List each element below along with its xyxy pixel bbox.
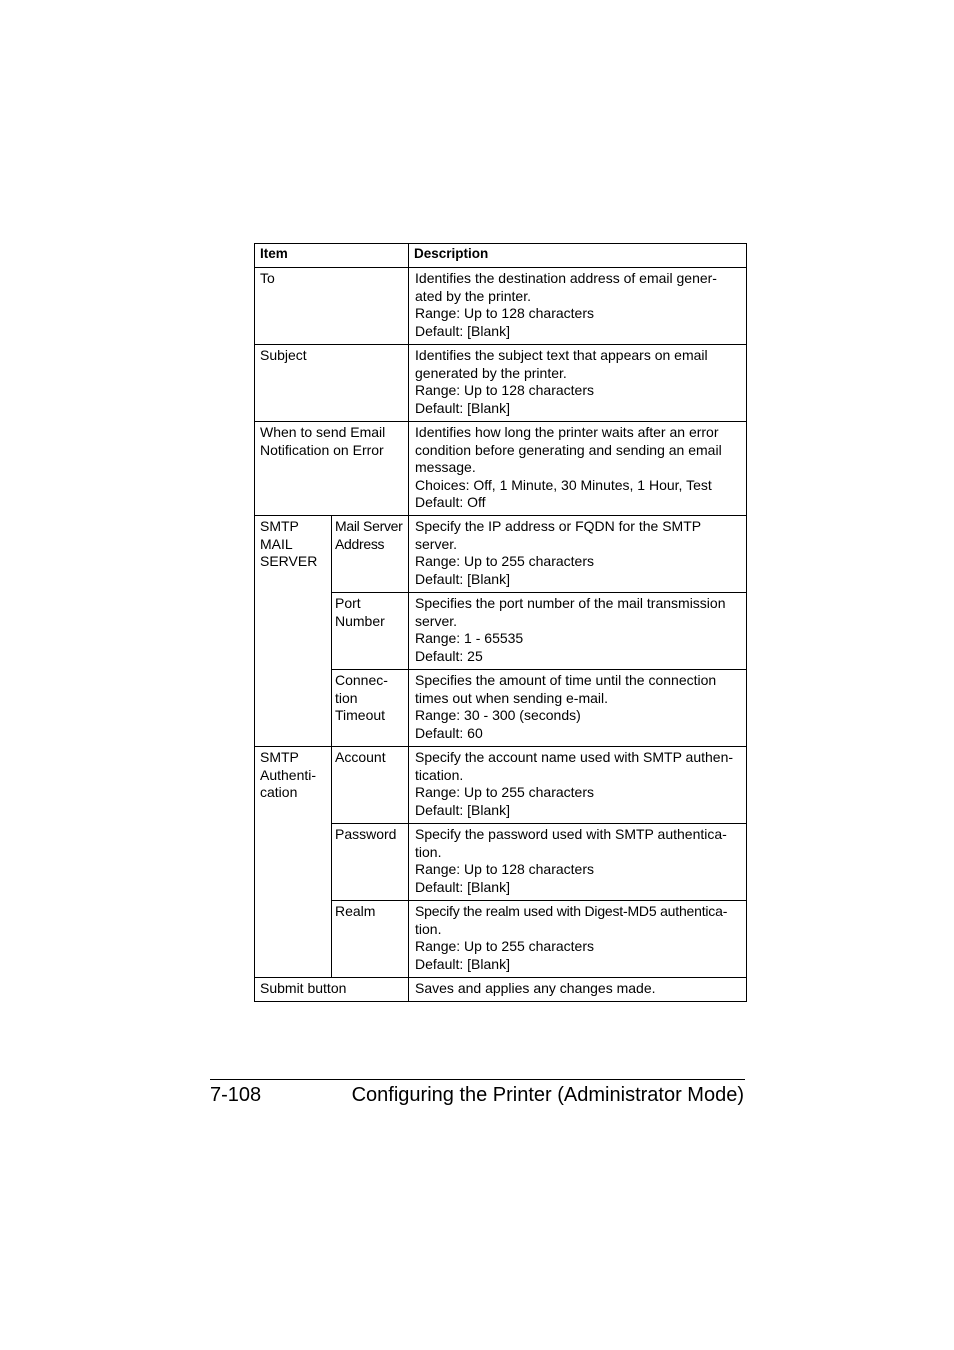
footer-rule: [210, 1079, 745, 1080]
settings-table: [254, 243, 747, 1002]
desc-line: Default: 60: [415, 724, 483, 741]
desc-line: Range: Up to 255 characters: [415, 553, 595, 570]
group-line: SERVER: [260, 553, 318, 570]
desc-line: tion.: [415, 843, 442, 860]
desc-line: times out when sending e-mail.: [415, 689, 609, 706]
desc-line: Default: [Blank]: [415, 955, 510, 972]
desc-line: Default: [Blank]: [415, 570, 510, 587]
desc-line: Specify the password used with SMTP authentica-: [415, 826, 727, 842]
item-account: Account: [332, 747, 409, 824]
desc-line: Range: Up to 128 characters: [415, 305, 595, 322]
desc-line: Specify the IP address or FQDN for the SMTP: [415, 518, 702, 534]
item-line: Number: [335, 612, 385, 629]
table-header-row: [255, 244, 747, 268]
desc-to: [409, 268, 747, 345]
group-line: SMTP: [260, 749, 299, 765]
desc-line: Range: 30 - 300 (seconds): [415, 707, 581, 724]
desc-line: Choices: Off, 1 Minute, 30 Minutes, 1 Hour, Test: [415, 476, 712, 493]
group-smtp-mail-server: [255, 516, 332, 747]
desc-subject: [409, 345, 747, 422]
header-description: Description: [409, 244, 747, 268]
item-line: Notification on Error: [260, 441, 384, 458]
item-mail-server-address: [332, 516, 409, 593]
desc-line: Default: [Blank]: [415, 399, 510, 416]
item-connection-timeout: [332, 670, 409, 747]
desc-account: [409, 747, 747, 824]
desc-connection-timeout: [409, 670, 747, 747]
desc-line: Range: 1 - 65535: [415, 630, 524, 647]
item-line: Port: [335, 595, 361, 611]
table-row-submit: [255, 978, 747, 1002]
desc-line: generated by the printer.: [415, 364, 567, 381]
desc-mail-server-address: [409, 516, 747, 593]
desc-line: Range: Up to 255 characters: [415, 784, 595, 801]
item-line: Address: [335, 535, 385, 552]
desc-port-number: [409, 593, 747, 670]
desc-when-to-send: [409, 422, 747, 516]
group-line: SMTP: [260, 518, 299, 534]
desc-line: server.: [415, 612, 458, 629]
table-row-to: [255, 268, 747, 345]
page-number: 7-108: [210, 1084, 262, 1106]
desc-line: Range: Up to 128 characters: [415, 861, 595, 878]
desc-line: condition before generating and sending an email: [415, 441, 722, 458]
item-to: To: [255, 268, 409, 345]
item-realm: Realm: [332, 901, 409, 978]
desc-line: Identifies the subject text that appears on email: [415, 347, 708, 363]
item-subject: Subject: [255, 345, 409, 422]
group-line: cation: [260, 784, 298, 801]
item-line: tion: [335, 689, 358, 706]
desc-line: Specifies the amount of time until the connection: [415, 672, 717, 688]
desc-line: Default: Off: [415, 494, 486, 511]
desc-line: Identifies the destination address of email gener-: [415, 270, 717, 286]
desc-line: Identifies how long the printer waits after an error: [415, 424, 719, 440]
desc-line: Default: [Blank]: [415, 801, 510, 818]
item-line: Connec-: [335, 672, 388, 688]
item-submit: Submit button: [255, 978, 409, 1002]
desc-line: Specify the account name used with SMTP authen-: [415, 749, 734, 765]
item-line: Mail Server: [335, 518, 403, 534]
group-smtp-authentication: [255, 747, 332, 978]
desc-line: Default: [Blank]: [415, 322, 510, 339]
desc-line: tication.: [415, 766, 464, 783]
table-row-mail-server-address: [255, 516, 747, 593]
desc-line: Specify the realm used with Digest-MD5 authentica-: [415, 903, 728, 919]
footer-title: Configuring the Printer (Administrator Mode): [351, 1084, 744, 1106]
desc-line: message.: [415, 459, 476, 476]
desc-line: Default: 25: [415, 647, 483, 664]
item-line: Timeout: [335, 707, 386, 724]
table-row-subject: [255, 345, 747, 422]
desc-line: tion.: [415, 920, 442, 937]
desc-submit: Saves and applies any changes made.: [409, 978, 747, 1002]
desc-line: Default: [Blank]: [415, 878, 510, 895]
desc-line: Specifies the port number of the mail transmission: [415, 595, 726, 611]
desc-line: Range: Up to 128 characters: [415, 382, 595, 399]
desc-line: Range: Up to 255 characters: [415, 938, 595, 955]
desc-line: server.: [415, 535, 458, 552]
table-row-when-to-send: [255, 422, 747, 516]
table-row-account: [255, 747, 747, 824]
desc-line: ated by the printer.: [415, 287, 531, 304]
header-item: Item: [255, 244, 409, 268]
item-line: When to send Email: [260, 424, 386, 440]
item-password: Password: [332, 824, 409, 901]
desc-realm: [409, 901, 747, 978]
desc-password: [409, 824, 747, 901]
item-port-number: [332, 593, 409, 670]
item-when-to-send: [255, 422, 409, 516]
group-line: Authenti-: [260, 766, 317, 783]
group-line: MAIL: [260, 535, 293, 552]
